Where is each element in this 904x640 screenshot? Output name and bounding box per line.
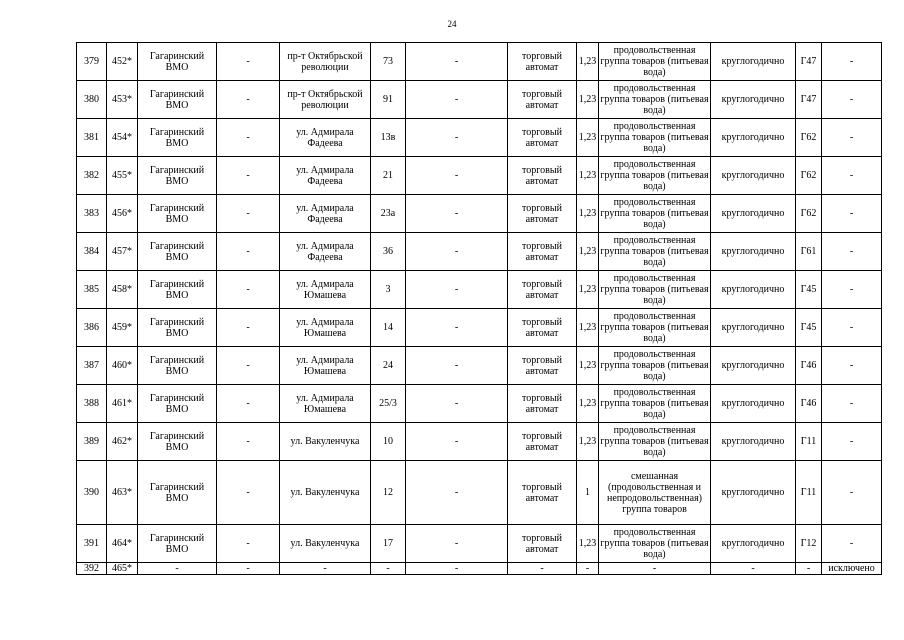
goods-group-cell: продовольственная группа товаров (питьевая вода) xyxy=(599,195,711,233)
row-number: 386 xyxy=(77,309,107,347)
table-row xyxy=(77,81,882,119)
row-number: 380 xyxy=(77,81,107,119)
code-cell: Г61 xyxy=(796,233,822,271)
record-id: 460* xyxy=(107,347,138,385)
period-cell: круглогодично xyxy=(711,385,796,423)
row-number: 392 xyxy=(77,563,107,575)
district-cell: Гагаринский ВМО xyxy=(138,195,217,233)
district-cell: - xyxy=(138,563,217,575)
registry-table xyxy=(76,42,882,575)
column-7-cell: - xyxy=(406,81,508,119)
table-row xyxy=(77,271,882,309)
area-cell: 1,23 xyxy=(577,271,599,309)
goods-group-cell: продовольственная группа товаров (питьевая вода) xyxy=(599,309,711,347)
period-cell: круглогодично xyxy=(711,461,796,525)
note-cell: - xyxy=(822,385,882,423)
goods-group-cell: продовольственная группа товаров (питьевая вода) xyxy=(599,119,711,157)
house-cell: 10 xyxy=(371,423,406,461)
code-cell: Г45 xyxy=(796,271,822,309)
period-cell: круглогодично xyxy=(711,43,796,81)
object-type-cell: торговый автомат xyxy=(508,423,577,461)
table-row xyxy=(77,309,882,347)
column-7-cell: - xyxy=(406,233,508,271)
row-number: 384 xyxy=(77,233,107,271)
street-cell: ул. Адмирала Фадеева xyxy=(280,195,371,233)
record-id: 456* xyxy=(107,195,138,233)
column-7-cell: - xyxy=(406,157,508,195)
record-id: 458* xyxy=(107,271,138,309)
record-id: 464* xyxy=(107,525,138,563)
note-cell: - xyxy=(822,347,882,385)
column-7-cell: - xyxy=(406,461,508,525)
column-7-cell: - xyxy=(406,525,508,563)
goods-group-cell: продовольственная группа товаров (питьевая вода) xyxy=(599,43,711,81)
house-cell: 14 xyxy=(371,309,406,347)
street-cell: ул. Адмирала Фадеева xyxy=(280,233,371,271)
house-cell: 91 xyxy=(371,81,406,119)
note-cell: исключено xyxy=(822,563,882,575)
column-4-cell: - xyxy=(217,347,280,385)
row-number: 382 xyxy=(77,157,107,195)
code-cell: Г62 xyxy=(796,157,822,195)
street-cell: ул. Адмирала Юмашева xyxy=(280,347,371,385)
period-cell: круглогодично xyxy=(711,525,796,563)
row-number: 387 xyxy=(77,347,107,385)
record-id: 463* xyxy=(107,461,138,525)
street-cell: ул. Адмирала Юмашева xyxy=(280,309,371,347)
code-cell: Г47 xyxy=(796,43,822,81)
object-type-cell: торговый автомат xyxy=(508,525,577,563)
period-cell: круглогодично xyxy=(711,271,796,309)
object-type-cell: торговый автомат xyxy=(508,195,577,233)
column-7-cell: - xyxy=(406,43,508,81)
column-4-cell: - xyxy=(217,423,280,461)
period-cell: круглогодично xyxy=(711,347,796,385)
column-7-cell: - xyxy=(406,563,508,575)
district-cell: Гагаринский ВМО xyxy=(138,347,217,385)
house-cell: 21 xyxy=(371,157,406,195)
record-id: 453* xyxy=(107,81,138,119)
row-number: 385 xyxy=(77,271,107,309)
table-row xyxy=(77,385,882,423)
house-cell: - xyxy=(371,563,406,575)
object-type-cell: торговый автомат xyxy=(508,461,577,525)
column-7-cell: - xyxy=(406,195,508,233)
district-cell: Гагаринский ВМО xyxy=(138,423,217,461)
column-4-cell: - xyxy=(217,271,280,309)
area-cell: 1,23 xyxy=(577,423,599,461)
column-4-cell: - xyxy=(217,461,280,525)
object-type-cell: торговый автомат xyxy=(508,119,577,157)
street-cell: ул. Адмирала Юмашева xyxy=(280,271,371,309)
column-4-cell: - xyxy=(217,563,280,575)
object-type-cell: торговый автомат xyxy=(508,347,577,385)
record-id: 465* xyxy=(107,563,138,575)
period-cell: круглогодично xyxy=(711,309,796,347)
goods-group-cell: продовольственная группа товаров (питьевая вода) xyxy=(599,423,711,461)
column-4-cell: - xyxy=(217,385,280,423)
code-cell: Г11 xyxy=(796,423,822,461)
note-cell: - xyxy=(822,157,882,195)
table-row xyxy=(77,563,882,575)
area-cell: 1,23 xyxy=(577,385,599,423)
house-cell: 24 xyxy=(371,347,406,385)
column-7-cell: - xyxy=(406,309,508,347)
table-row xyxy=(77,525,882,563)
page-number: 24 xyxy=(447,19,457,29)
district-cell: Гагаринский ВМО xyxy=(138,81,217,119)
code-cell: Г47 xyxy=(796,81,822,119)
goods-group-cell: продовольственная группа товаров (питьевая вода) xyxy=(599,157,711,195)
code-cell: Г45 xyxy=(796,309,822,347)
table-row xyxy=(77,461,882,525)
period-cell: круглогодично xyxy=(711,119,796,157)
area-cell: 1,23 xyxy=(577,81,599,119)
street-cell: ул. Адмирала Фадеева xyxy=(280,157,371,195)
object-type-cell: торговый автомат xyxy=(508,385,577,423)
code-cell: Г11 xyxy=(796,461,822,525)
column-4-cell: - xyxy=(217,525,280,563)
column-4-cell: - xyxy=(217,43,280,81)
goods-group-cell: продовольственная группа товаров (питьевая вода) xyxy=(599,81,711,119)
period-cell: круглогодично xyxy=(711,157,796,195)
district-cell: Гагаринский ВМО xyxy=(138,385,217,423)
column-4-cell: - xyxy=(217,81,280,119)
code-cell: - xyxy=(796,563,822,575)
code-cell: Г46 xyxy=(796,385,822,423)
goods-group-cell: продовольственная группа товаров (питьевая вода) xyxy=(599,233,711,271)
column-4-cell: - xyxy=(217,157,280,195)
code-cell: Г12 xyxy=(796,525,822,563)
table-row xyxy=(77,157,882,195)
note-cell: - xyxy=(822,271,882,309)
house-cell: 73 xyxy=(371,43,406,81)
area-cell: 1 xyxy=(577,461,599,525)
house-cell: 3 xyxy=(371,271,406,309)
object-type-cell: торговый автомат xyxy=(508,233,577,271)
street-cell: ул. Адмирала Фадеева xyxy=(280,119,371,157)
column-7-cell: - xyxy=(406,423,508,461)
table-row xyxy=(77,43,882,81)
period-cell: круглогодично xyxy=(711,81,796,119)
column-4-cell: - xyxy=(217,233,280,271)
column-4-cell: - xyxy=(217,309,280,347)
goods-group-cell: смешанная (продовольственная и непродовольственная) группа товаров xyxy=(599,461,711,525)
house-cell: 12 xyxy=(371,461,406,525)
note-cell: - xyxy=(822,233,882,271)
note-cell: - xyxy=(822,423,882,461)
goods-group-cell: продовольственная группа товаров (питьевая вода) xyxy=(599,385,711,423)
district-cell: Гагаринский ВМО xyxy=(138,461,217,525)
street-cell: пр-т Октябрьской революции xyxy=(280,43,371,81)
house-cell: 23а xyxy=(371,195,406,233)
area-cell: - xyxy=(577,563,599,575)
row-number: 381 xyxy=(77,119,107,157)
district-cell: Гагаринский ВМО xyxy=(138,309,217,347)
district-cell: Гагаринский ВМО xyxy=(138,271,217,309)
record-id: 457* xyxy=(107,233,138,271)
row-number: 390 xyxy=(77,461,107,525)
table-row xyxy=(77,423,882,461)
record-id: 461* xyxy=(107,385,138,423)
street-cell: ул. Адмирала Юмашева xyxy=(280,385,371,423)
object-type-cell: торговый автомат xyxy=(508,81,577,119)
row-number: 379 xyxy=(77,43,107,81)
area-cell: 1,23 xyxy=(577,525,599,563)
house-cell: 25/3 xyxy=(371,385,406,423)
period-cell: круглогодично xyxy=(711,195,796,233)
object-type-cell: торговый автомат xyxy=(508,157,577,195)
column-7-cell: - xyxy=(406,347,508,385)
column-4-cell: - xyxy=(217,195,280,233)
column-7-cell: - xyxy=(406,385,508,423)
code-cell: Г62 xyxy=(796,195,822,233)
row-number: 389 xyxy=(77,423,107,461)
street-cell: ул. Вакуленчука xyxy=(280,525,371,563)
period-cell: круглогодично xyxy=(711,233,796,271)
table-body xyxy=(77,43,882,575)
district-cell: Гагаринский ВМО xyxy=(138,157,217,195)
row-number: 388 xyxy=(77,385,107,423)
note-cell: - xyxy=(822,309,882,347)
code-cell: Г62 xyxy=(796,119,822,157)
column-7-cell: - xyxy=(406,271,508,309)
note-cell: - xyxy=(822,119,882,157)
table-row xyxy=(77,347,882,385)
area-cell: 1,23 xyxy=(577,195,599,233)
area-cell: 1,23 xyxy=(577,347,599,385)
object-type-cell: торговый автомат xyxy=(508,309,577,347)
note-cell: - xyxy=(822,525,882,563)
record-id: 452* xyxy=(107,43,138,81)
district-cell: Гагаринский ВМО xyxy=(138,525,217,563)
object-type-cell: торговый автомат xyxy=(508,271,577,309)
street-cell: пр-т Октябрьской революции xyxy=(280,81,371,119)
area-cell: 1,23 xyxy=(577,157,599,195)
record-id: 462* xyxy=(107,423,138,461)
district-cell: Гагаринский ВМО xyxy=(138,233,217,271)
column-4-cell: - xyxy=(217,119,280,157)
goods-group-cell: продовольственная группа товаров (питьевая вода) xyxy=(599,347,711,385)
record-id: 459* xyxy=(107,309,138,347)
note-cell: - xyxy=(822,43,882,81)
area-cell: 1,23 xyxy=(577,309,599,347)
object-type-cell: - xyxy=(508,563,577,575)
object-type-cell: торговый автомат xyxy=(508,43,577,81)
district-cell: Гагаринский ВМО xyxy=(138,43,217,81)
house-cell: 17 xyxy=(371,525,406,563)
street-cell: ул. Вакуленчука xyxy=(280,461,371,525)
row-number: 391 xyxy=(77,525,107,563)
row-number: 383 xyxy=(77,195,107,233)
goods-group-cell: - xyxy=(599,563,711,575)
district-cell: Гагаринский ВМО xyxy=(138,119,217,157)
period-cell: круглогодично xyxy=(711,423,796,461)
period-cell: - xyxy=(711,563,796,575)
house-cell: 36 xyxy=(371,233,406,271)
table-row xyxy=(77,233,882,271)
street-cell: ул. Вакуленчука xyxy=(280,423,371,461)
note-cell: - xyxy=(822,81,882,119)
note-cell: - xyxy=(822,195,882,233)
table-row xyxy=(77,119,882,157)
record-id: 455* xyxy=(107,157,138,195)
area-cell: 1,23 xyxy=(577,233,599,271)
area-cell: 1,23 xyxy=(577,119,599,157)
column-7-cell: - xyxy=(406,119,508,157)
code-cell: Г46 xyxy=(796,347,822,385)
record-id: 454* xyxy=(107,119,138,157)
street-cell: - xyxy=(280,563,371,575)
goods-group-cell: продовольственная группа товаров (питьевая вода) xyxy=(599,525,711,563)
goods-group-cell: продовольственная группа товаров (питьевая вода) xyxy=(599,271,711,309)
table-row xyxy=(77,195,882,233)
area-cell: 1,23 xyxy=(577,43,599,81)
note-cell: - xyxy=(822,461,882,525)
house-cell: 13в xyxy=(371,119,406,157)
